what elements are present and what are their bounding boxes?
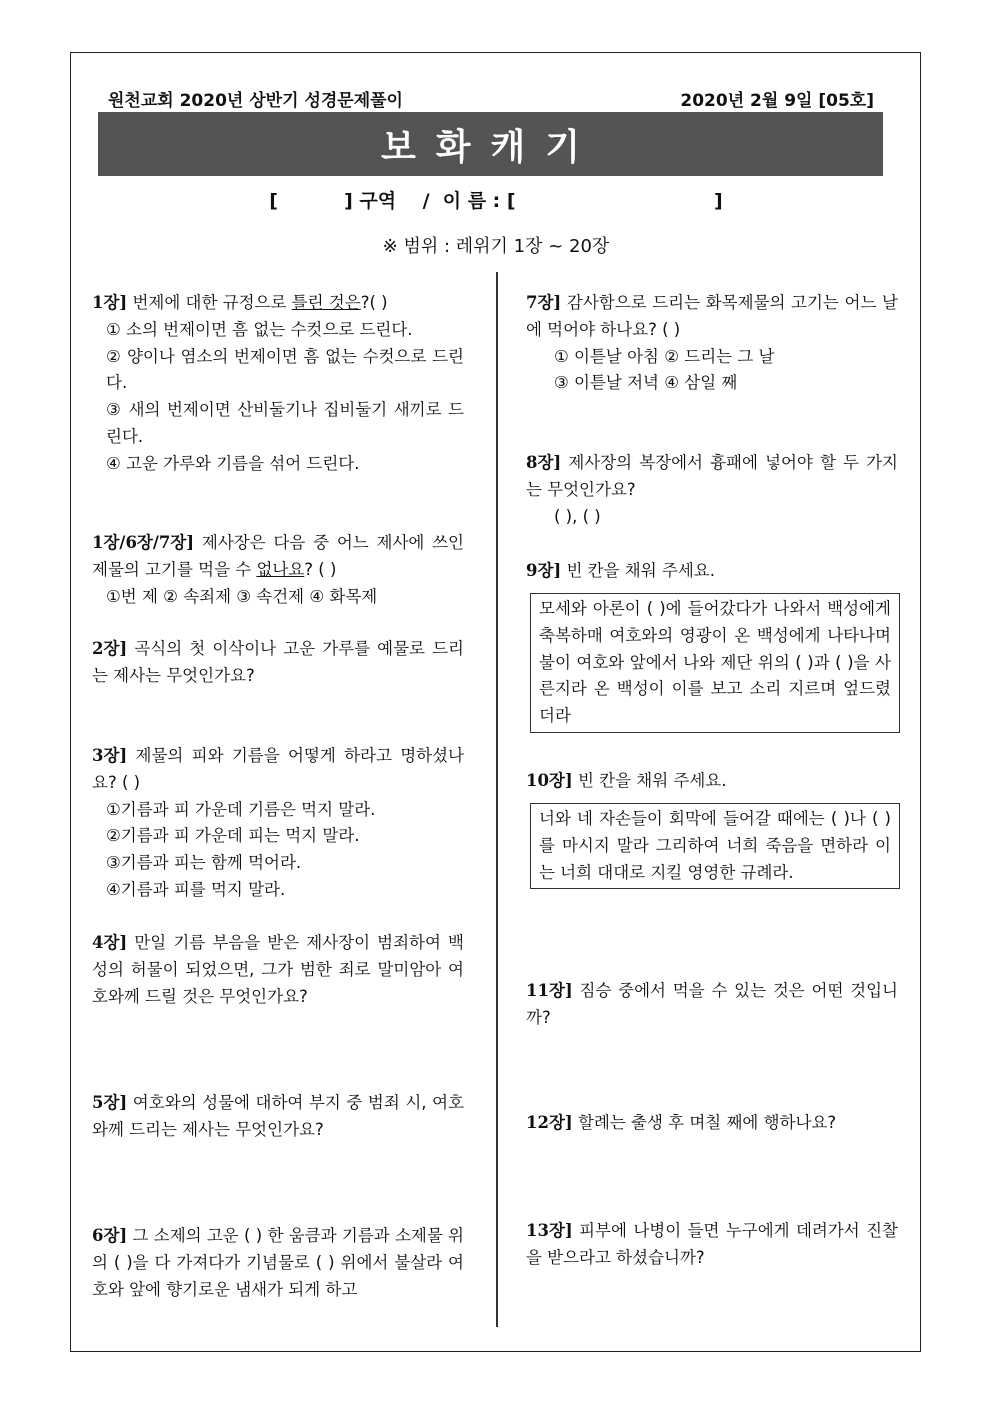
answer-blanks: ( ), ( ) <box>554 506 601 526</box>
question-number: 6장] <box>92 1226 128 1245</box>
question-number: 1장/6장/7장] <box>92 533 195 552</box>
question-text: 그 소제의 고운 ( ) 한 움큼과 기름과 소제물 위의 ( )을 다 가져다가 기념물로 ( ) 위에서 불살라 여호와 앞에 향기로운 냄새가 되게 하고 <box>92 1226 464 1299</box>
name-area-line: [ ] 구역 / 이 름 : [ ] <box>269 190 723 212</box>
question-number: 4장] <box>92 933 128 952</box>
question-number: 7장] <box>526 293 562 312</box>
question-number: 9장] <box>526 561 562 580</box>
column-divider <box>496 272 498 1327</box>
question-text: 피부에 나병이 들면 누구에게 데려가서 진찰을 받으라고 하셨습니까? <box>526 1221 898 1267</box>
range-line: ※ 범위 : 레위기 1장 ~ 20장 <box>382 236 610 257</box>
header-church-title: 원천교회 2020년 상반기 성경문제풀이 <box>108 91 403 111</box>
fill-in-box-9: 모세와 아론이 ( )에 들어갔다가 나와서 백성에게 축복하매 여호와의 영광이 온 백성에게 나타나며 불이 여호와 앞에서 나와 제단 위의 ( )과 ( )을 사른지라 온 백성이 이를 보고 소리 지르며 엎드렸더라 <box>530 593 900 733</box>
underlined-text: 틀린 것은 <box>291 293 361 312</box>
question-6 <box>92 1223 464 1303</box>
question-9 <box>526 558 898 585</box>
question-5 <box>92 1090 464 1144</box>
question-text: 제사장의 복장에서 흉패에 넣어야 할 두 가지는 무엇인가요? <box>526 453 898 499</box>
question-1-6-7 <box>92 530 464 610</box>
question-number: 1장] <box>92 293 128 312</box>
question-text: 제물의 피와 기름을 어떻게 하라고 명하셨나요? ( ) <box>92 746 464 792</box>
answer-blank: ? ( ) <box>304 559 337 579</box>
question-number: 2장] <box>92 639 128 658</box>
title-text: 보화캐기 <box>380 126 601 168</box>
question-7 <box>526 290 898 397</box>
option-3: ③ 새의 번제이면 산비둘기나 집비둘기 새끼로 드린다. <box>106 400 464 446</box>
question-number: 13장] <box>526 1221 573 1240</box>
question-text: 만일 기름 부음을 받은 제사장이 범죄하여 백성의 허물이 되었으면, 그가 범한 죄로 말미암아 여호와께 드릴 것은 무엇인가요? <box>92 933 464 1006</box>
question-text: 할례는 출생 후 며칠 째에 행하나요? <box>572 1113 837 1132</box>
fill-in-box-10: 너와 네 자손들이 회막에 들어갈 때에는 ( )나 ( )를 마시지 말라 그리하여 너희 죽음을 면하라 이는 너희 대대로 지킬 영영한 규례라. <box>530 803 900 889</box>
question-text: 빈 칸을 채워 주세요. <box>561 561 715 580</box>
question-13 <box>526 1218 898 1272</box>
option-2: ②기름과 피 가운데 피는 먹지 말라. <box>106 826 360 846</box>
question-text: 여호와의 성물에 대하여 부지 중 범죄 시, 여호와께 드리는 제사는 무엇인가요? <box>92 1093 464 1139</box>
question-1 <box>92 290 464 478</box>
question-number: 3장] <box>92 746 128 765</box>
option-4: ④ 고운 가루와 기름을 섞어 드린다. <box>106 453 360 473</box>
question-text: 번제에 대한 규정으로 <box>127 293 292 312</box>
question-number: 8장] <box>526 453 562 472</box>
option-2: ② 양이나 염소의 번제이면 흠 없는 수컷으로 드린다. <box>106 346 464 393</box>
question-3 <box>92 743 464 904</box>
question-4 <box>92 930 464 1010</box>
question-text: 빈 칸을 채워 주세요. <box>572 771 727 790</box>
question-8 <box>526 450 898 530</box>
question-number: 11장] <box>526 981 573 1000</box>
option-1: ①기름과 피 가운데 기름은 먹지 말라. <box>106 799 376 819</box>
question-2 <box>92 636 464 690</box>
option-4: ④기름과 피를 먹지 말라. <box>106 879 286 899</box>
option-1: ① 소의 번제이면 흠 없는 수컷으로 드린다. <box>106 319 413 339</box>
header-date: 2020년 2월 9일 [05호] <box>680 91 874 111</box>
answer-blank: ?( ) <box>360 293 388 312</box>
question-number: 12장] <box>526 1113 573 1132</box>
question-10 <box>526 768 898 795</box>
question-11 <box>526 978 898 1032</box>
option-row-2: ③ 이튿날 저녁 ④ 삼일 째 <box>554 373 738 393</box>
option-row-1: ① 이튿날 아침 ② 드리는 그 날 <box>554 346 775 366</box>
question-text: 제사장은 다음 중 어느 제사에 쓰인 제물의 고기를 먹을 수 <box>92 533 464 579</box>
option-3: ③기름과 피는 함께 먹어라. <box>106 853 302 873</box>
question-text: 짐승 중에서 먹을 수 있는 것은 어떤 것입니까? <box>526 981 898 1027</box>
title-banner <box>98 112 883 176</box>
option-line: ①번 제 ② 속죄제 ③ 속건제 ④ 화목제 <box>106 586 378 606</box>
question-12 <box>526 1110 898 1137</box>
question-text: 감사함으로 드리는 화목제물의 고기는 어느 날에 먹어야 하나요? ( ) <box>526 293 898 339</box>
question-text: 곡식의 첫 이삭이나 고운 가루를 예물로 드리는 제사는 무엇인가요? <box>92 639 464 685</box>
question-number: 10장] <box>526 771 573 790</box>
question-number: 5장] <box>92 1093 128 1112</box>
underlined-text: 없나요 <box>256 559 305 579</box>
